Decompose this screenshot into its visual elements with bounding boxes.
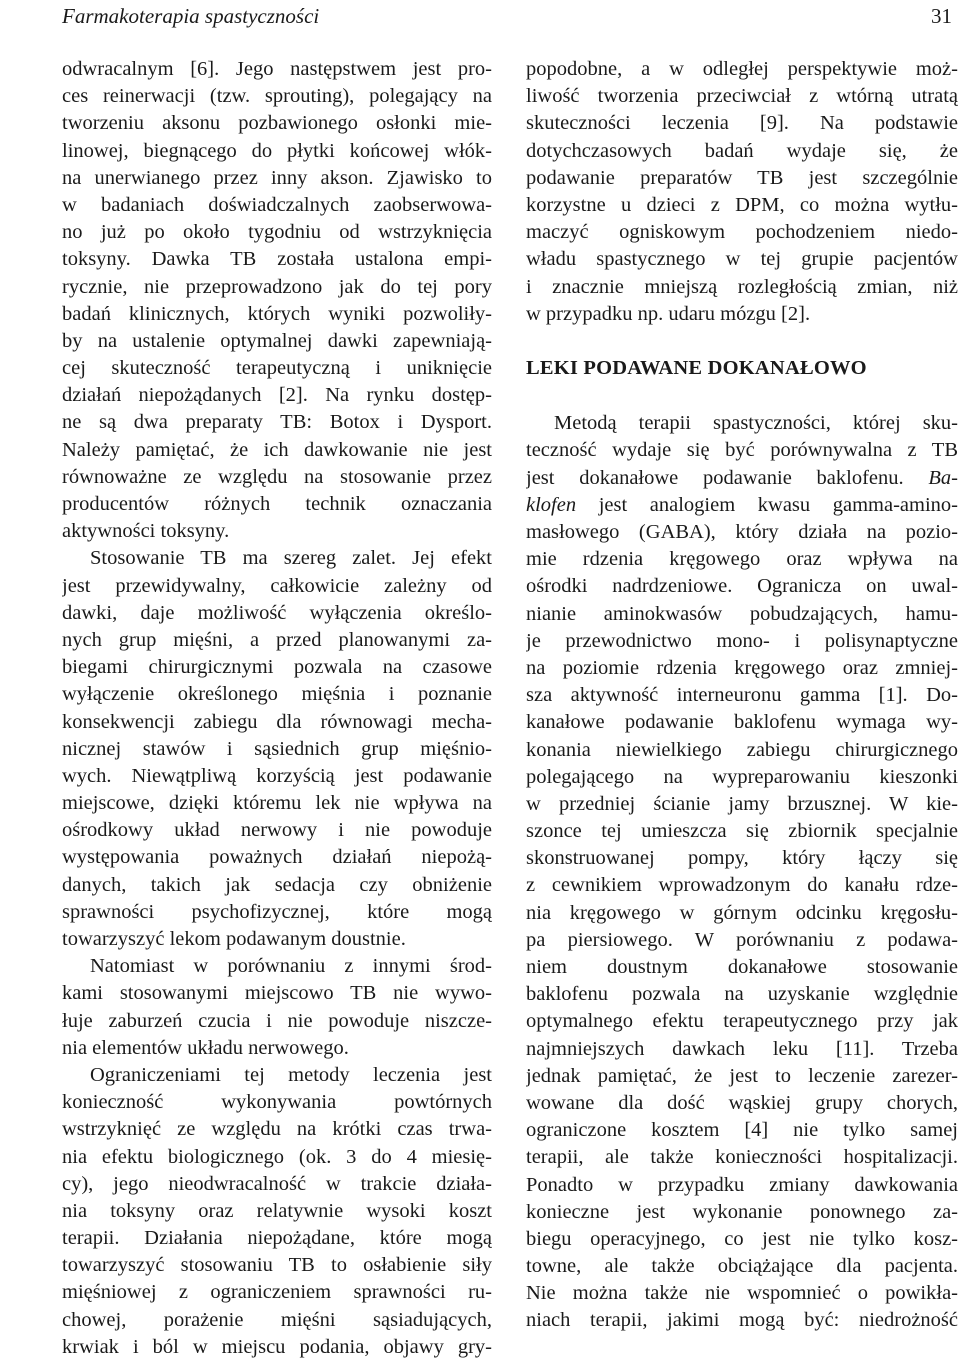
right-column: [526, 56, 958, 1335]
text-fragment: jest analogiem kwasu gamma-amino-: [598, 493, 958, 516]
text-line: teczność wydaje się być porównywalna z TB: [526, 439, 958, 462]
text-line: działań niepożądanych [2]. Na rynku dostęp-: [62, 384, 492, 407]
page-number: 31: [931, 4, 952, 28]
text-line: wowane dla dość wąskiej grupy chorych,: [526, 1091, 958, 1114]
text-line: nia toksyny oraz relatywnie wysoki koszt: [62, 1199, 492, 1222]
text-line: konieczność wykonywania powtórnych: [62, 1091, 492, 1114]
text-line: nia efektu biologicznego (ok. 3 do 4 miesię-: [62, 1145, 492, 1168]
text-line-with-italic: [526, 492, 958, 519]
text-line: chowej, porażenie mięśni sąsiadujących,: [62, 1308, 492, 1331]
text-line: terapii. Działania niepożądane, które mogą: [62, 1227, 492, 1250]
text-line: linowej, biegnącego do płytki końcowej włók-: [62, 139, 492, 162]
text-line: towarzyszyć stosowaniu TB to osłabienie siły: [62, 1254, 492, 1277]
text-line: wyłączenie określonego mięśnia i poznanie: [62, 683, 492, 706]
text-line: sprawności psychofizycznej, które mogą: [62, 900, 492, 923]
text-line: i znacznie mniejszą rozległością zmian, niż: [526, 275, 958, 298]
text-line: maczyć ogniskowym pochodzeniem niedo-: [526, 221, 958, 244]
text-line: toksyny. Dawka TB została ustalona empi-: [62, 248, 492, 271]
text-line: pa piersiowego. W porównaniu z podawa-: [526, 928, 958, 951]
text-line: by na ustalenie optymalnej dawki zapewniają-: [62, 329, 492, 352]
text-line: ośrodkowy układ nerwowy i nie powoduje: [62, 819, 492, 842]
text-line: cy), jego nieodwracalność w trakcie działa-: [62, 1172, 492, 1195]
text-line: mie rdzenia kręgowego oraz wpływa na: [526, 548, 958, 571]
text-line: nych grup mięśni, a przed planowanymi za-: [62, 628, 492, 651]
text-line: odwracalnym [6]. Jego następstwem jest pro-: [62, 58, 492, 80]
text-line: kanałowe podawanie baklofenu wymaga wy-: [526, 711, 958, 734]
text-line: jednak pamiętać, że jest to leczenie zarezer-: [526, 1064, 958, 1087]
running-header: [0, 0, 960, 40]
text-line: ograniczone kosztem [4] nie tylko samej: [526, 1119, 958, 1142]
text-line: wstrzyknięć ze względu na krótki czas trwa-: [62, 1118, 492, 1141]
text-line: w przedniej ścianie jamy brzusznej. W kie-: [526, 792, 958, 815]
paragraph-start-line: Metodą terapii spastyczności, której sku-: [554, 412, 958, 435]
text-line: jest przewidywalny, całkowicie zależny od: [62, 574, 492, 597]
text-line: niach terapii, jakimi mogą być: niedrożność: [526, 1309, 958, 1332]
text-line: niem doustnym dokanałowe stosowanie: [526, 956, 958, 978]
text-line: kami stosowanymi miejscowo TB nie wywo-: [62, 982, 492, 1005]
text-line: sza aktywność interneuronu gamma [1]. Do-: [526, 684, 958, 707]
text-line: badań klinicznych, których wyniki pozwoliły-: [62, 302, 492, 325]
text-line: konieczne jest wykonanie ponownego za-: [526, 1200, 958, 1223]
text-line: równoważne ze względu na stosowanie przez: [62, 465, 492, 488]
text-line: nia kręgowego w górnym odcinku kręgosłu-: [526, 901, 958, 924]
text-line: producentów różnych technik oznaczania: [62, 493, 492, 515]
text-line: skonstruowanej pompy, który łączy się: [526, 847, 958, 870]
text-line: nicznej stawów i sąsiednich grup mięśnio-: [62, 737, 492, 760]
text-line-with-italic: [526, 465, 958, 492]
text-line: szonce tej umieszcza się zbiornik specjalnie: [526, 820, 958, 843]
text-line: na unerwianego przez inny akson. Zjawisko to: [62, 166, 492, 189]
text-line: występowania poważnych działań niepożą-: [62, 846, 492, 869]
text-line: optymalnego efektu terapeutycznego przy jak: [526, 1010, 958, 1033]
spacer: [526, 396, 958, 410]
text-line: polegającego na wypreparowaniu kieszonki: [526, 765, 958, 788]
text-line: biegu operacyjnego, co jest nie tylko kosz-: [526, 1227, 958, 1250]
text-line: masłowego (GABA), który działa na pozio-: [526, 521, 958, 543]
text-line: w przypadku np. udaru mózgu [2].: [526, 302, 811, 325]
text-line: wych. Niewątpliwą korzyścią jest podawanie: [62, 764, 492, 787]
section-heading: LEKI PODAWANE DOKANAŁOWO: [526, 357, 867, 380]
text-line: władu spastycznego w tej grupie pacjentów: [526, 248, 958, 271]
text-line: skuteczności leczenia [9]. Na podstawie: [526, 112, 958, 135]
text-line: ne są dwa preparaty TB: Botox i Dysport.: [62, 411, 492, 434]
text-line: Nie można także nie wspomnieć o powikła-: [526, 1282, 958, 1305]
running-title: Farmakoterapia spastyczności: [62, 4, 320, 28]
text-line: dotychczasowych badań wydaje się, że: [526, 139, 958, 162]
text-line: korzystne u dzieci z DPM, co można wytłu-: [526, 193, 958, 216]
text-line: łuje zaburzeń czucia i nie powoduje niszcze-: [62, 1009, 492, 1032]
text-line: ośrodki nadrdzeniowe. Ogranicza on uwal-: [526, 575, 958, 598]
text-line: biegami chirurgicznymi pozwala na czasowe: [62, 656, 492, 679]
italic-term: klofen: [526, 493, 577, 516]
text-line: na poziomie rdzenia kręgowego oraz zmniej-: [526, 656, 958, 679]
text-line: Ponadto w przypadku zmiany dawkowania: [526, 1173, 958, 1196]
text-line: mięśniowej z ograniczeniem sprawności ru-: [62, 1281, 492, 1304]
text-line: tworzeniu aksonu pozbawionego osłonki mie-: [62, 112, 492, 135]
text-line: konania niewielkiego zabiegu chirurgicznego: [526, 738, 958, 761]
paragraph-start-line: Stosowanie TB ma szereg zalet. Jej efekt: [90, 547, 492, 570]
text-line: konsekwencji zabiegu dla równowagi mecha-: [62, 710, 492, 733]
spacer: [526, 382, 958, 396]
text-line: krwiak i ból w miejscu podania, objawy gry-: [62, 1335, 492, 1358]
text-line: rycznie, nie przeprowadzono jak do tej pory: [62, 275, 492, 298]
text-line: towarzyszyć lekom podawanym doustnie.: [62, 928, 406, 950]
text-line: cej skuteczność terapeutyczną i uniknięcie: [62, 357, 492, 380]
paragraph-start-line: Natomiast w porównaniu z innymi środ-: [90, 955, 492, 978]
text-line: terapii, ale także konieczności hospitalizacji.: [526, 1146, 958, 1169]
text-line: liwość tworzenia przeciwciał z wtórną utratą: [526, 85, 958, 108]
text-line: nia elementów układu nerwowego.: [62, 1036, 349, 1059]
text-line: ces reinerwacji (tzw. sprouting), polegający na: [62, 85, 492, 108]
text-line: Należy pamiętać, że ich dawkowanie nie jest: [62, 438, 492, 461]
text-line: towne, ale także obciążające dla pacjenta.: [526, 1255, 958, 1278]
text-line: podawanie preparatów TB jest szczególnie: [526, 166, 958, 189]
italic-term: Ba-: [928, 466, 958, 489]
paragraph-start-line: Ograniczeniami tej metody leczenia jest: [90, 1063, 492, 1086]
text-fragment: jest dokanałowe podawanie baklofenu.: [526, 466, 904, 489]
text-line: je przewodnictwo mono- i polisynaptyczne: [526, 629, 958, 652]
text-line: danych, takich jak sedacja czy obniżenie: [62, 873, 492, 896]
spacer: [526, 328, 958, 355]
text-line: no już po około tygodniu od wstrzyknięcia: [62, 221, 492, 244]
text-line: dawki, daje możliwość wyłączenia określo-: [62, 601, 492, 624]
text-line: aktywności toksyny.: [62, 520, 230, 543]
text-line: baklofenu pozwala na uzyskanie względnie: [526, 983, 958, 1006]
text-line: najmniejszych dawkach leku [11]. Trzeba: [526, 1037, 958, 1060]
left-column: [62, 56, 492, 1361]
text-line: nianie aminokwasów pobudzających, hamu-: [526, 602, 958, 625]
text-line: z cewnikiem wprowadzonym do kanału rdze-: [526, 874, 958, 897]
text-line: popodobne, a w odległej perspektywie moż-: [526, 58, 958, 80]
text-line: miejscowe, dzięki któremu lek nie wpływa na: [62, 792, 492, 815]
text-line: w badaniach doświadczalnych zaobserwowa-: [62, 193, 492, 216]
